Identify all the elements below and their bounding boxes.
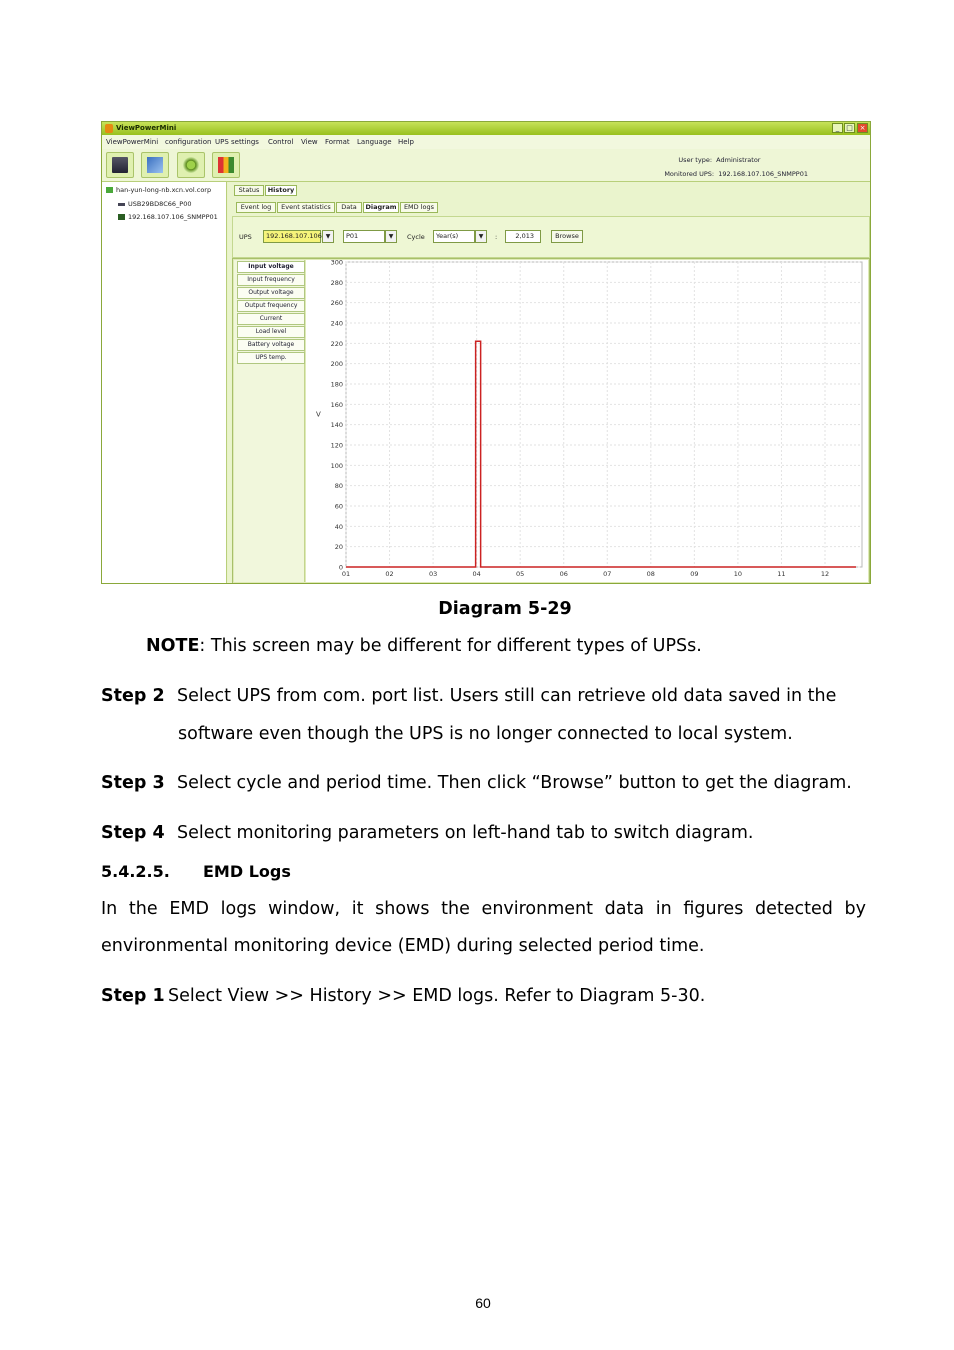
history-button[interactable]: [212, 152, 240, 178]
user-type-label: User type:: [678, 156, 713, 164]
param-tab-output-frequency[interactable]: Output frequency: [237, 300, 305, 312]
paragraph-line2: environmental monitoring device (EMD) during selected period time.: [101, 936, 705, 956]
step2-text-line1: Select UPS from com. port list. Users still can retrieve old data saved in the: [177, 686, 837, 706]
step3-label: Step 3: [101, 773, 165, 793]
param-tab-battery-voltage[interactable]: Battery voltage: [237, 339, 305, 351]
y-tick-label: 0: [338, 563, 343, 572]
monitored-ups-value: 192.168.107.106_SNMPP01: [718, 170, 808, 178]
menu-item-viewpowermini[interactable]: ViewPowerMini: [106, 138, 159, 146]
step2-label: Step 2: [101, 686, 165, 706]
step4-label: Step 4: [101, 823, 165, 843]
y-tick-label: 300: [330, 258, 343, 267]
monitor-button[interactable]: [106, 152, 134, 178]
menu-item-help[interactable]: Help: [398, 138, 414, 146]
user-info: [664, 153, 808, 181]
step3-text: Select cycle and period time. Then click “Browse” button to get the diagram.: [177, 773, 852, 793]
usb-icon: [118, 203, 125, 206]
port-select[interactable]: P01: [343, 230, 385, 243]
x-tick-label: 04: [472, 570, 481, 578]
minimize-button[interactable]: _: [832, 123, 843, 133]
tree-item-snmp-label: 192.168.107.106_SNMPP01: [128, 213, 218, 221]
section-title: EMD Logs: [203, 862, 291, 881]
note-label: NOTE: [146, 636, 200, 656]
x-tick-label: 10: [733, 570, 743, 578]
y-tick-label: 280: [330, 278, 343, 287]
window-title: ViewPowerMini: [116, 124, 177, 132]
x-tick-label: 05: [516, 570, 525, 578]
tab-status[interactable]: Status: [234, 185, 264, 196]
title-bar: [102, 122, 870, 135]
computer-icon: [106, 187, 113, 193]
tab-history[interactable]: History: [265, 185, 297, 196]
cycle-colon: :: [495, 233, 498, 241]
note-paragraph: [146, 636, 702, 656]
cycle-label: Cycle: [407, 233, 425, 241]
x-axis-ticks: [342, 570, 829, 578]
x-tick-label: 09: [690, 570, 699, 578]
voltage-chart: [304, 256, 868, 580]
x-tick-label: 01: [341, 570, 351, 578]
x-tick-label: 11: [777, 570, 786, 578]
menu-item-view[interactable]: View: [301, 138, 318, 146]
browse-button[interactable]: Browse: [551, 230, 583, 243]
plot-frame: [346, 262, 862, 567]
tab-emd-logs[interactable]: EMD logs: [400, 202, 438, 213]
step1-label: Step 1: [101, 986, 165, 1006]
param-tab-input-voltage[interactable]: Input voltage: [237, 261, 305, 273]
device-tree: [102, 182, 227, 584]
configuration-icon: [147, 157, 163, 173]
tree-item-usb[interactable]: [118, 200, 191, 208]
tree-root-label: han-yun-long-nb.xcn.vol.corp: [116, 186, 212, 194]
network-icon: [118, 214, 125, 220]
y-tick-label: 20: [334, 543, 343, 552]
port-dropdown-arrow[interactable]: ▼: [385, 230, 397, 243]
menu-item-configuration[interactable]: configuration: [165, 138, 212, 146]
y-tick-label: 40: [334, 522, 343, 531]
maximize-button[interactable]: □: [844, 123, 855, 133]
user-type-value: Administrator: [716, 156, 761, 164]
y-tick-label: 140: [330, 421, 343, 430]
figure-caption: Diagram 5-29: [438, 599, 572, 619]
filter-bar: [232, 216, 870, 258]
y-tick-label: 220: [330, 339, 343, 348]
x-tick-label: 08: [646, 570, 655, 578]
x-tick-label: 07: [603, 570, 612, 578]
x-tick-label: 12: [820, 570, 830, 578]
y-tick-label: 160: [330, 400, 343, 409]
paragraph-line1: In the EMD logs window, it shows the environment data in figures detected by: [101, 899, 866, 919]
page-number: 60: [475, 1295, 491, 1311]
input-voltage-series: [346, 341, 856, 567]
param-tab-load-level[interactable]: Load level: [237, 326, 305, 338]
toolbar: [102, 149, 870, 182]
cycle-dropdown-arrow[interactable]: ▼: [475, 230, 487, 243]
configuration-button[interactable]: [141, 152, 169, 178]
tab-diagram[interactable]: Diagram: [363, 202, 399, 213]
y-tick-label: 200: [330, 360, 343, 369]
monitored-ups-label: Monitored UPS:: [664, 170, 715, 178]
menu-item-language[interactable]: Language: [357, 138, 392, 146]
menu-item-ups-settings[interactable]: UPS settings: [215, 138, 259, 146]
ups-label: UPS: [239, 233, 252, 241]
year-spinner[interactable]: 2,013: [505, 230, 541, 243]
step2-text-line2: software even though the UPS is no longer connected to local system.: [178, 724, 793, 744]
y-axis-label: V: [316, 410, 321, 419]
tab-event-log[interactable]: Event log: [236, 202, 276, 213]
y-tick-label: 120: [330, 441, 343, 450]
y-tick-label: 260: [330, 299, 343, 308]
param-tab-output-voltage[interactable]: Output voltage: [237, 287, 305, 299]
step4-text: Select monitoring parameters on left-hand tab to switch diagram.: [177, 823, 754, 843]
app-icon: [105, 124, 113, 133]
cycle-select[interactable]: Year(s): [433, 230, 475, 243]
monitor-icon: [112, 157, 128, 173]
y-tick-label: 100: [330, 461, 343, 470]
tab-data[interactable]: Data: [336, 202, 362, 213]
tab-event-statistics[interactable]: Event statistics: [277, 202, 335, 213]
close-button[interactable]: ×: [857, 123, 868, 133]
gear-icon: [183, 157, 199, 173]
menu-item-control[interactable]: Control: [268, 138, 294, 146]
param-tab-current[interactable]: Current: [237, 313, 305, 325]
y-tick-label: 60: [334, 502, 343, 511]
tree-item-snmp[interactable]: [118, 213, 218, 221]
x-tick-label: 03: [428, 570, 438, 578]
menu-bar: [102, 135, 870, 149]
y-tick-label: 240: [330, 319, 343, 328]
y-axis-ticks: [331, 259, 343, 572]
param-tab-ups-temp[interactable]: UPS temp.: [237, 352, 305, 364]
chart-icon: [218, 157, 234, 173]
tree-item-usb-label: USB29BD8C66_P00: [128, 200, 192, 208]
x-tick-label: 06: [559, 570, 568, 578]
step1-text: Select View >> History >> EMD logs. Refer to Diagram 5-30.: [168, 986, 706, 1006]
x-tick-label: 02: [385, 570, 394, 578]
tree-root[interactable]: [106, 186, 211, 194]
y-tick-label: 80: [334, 482, 343, 491]
note-text: : This screen may be different for different types of UPSs.: [199, 636, 702, 656]
section-number: 5.4.2.5.: [101, 862, 170, 881]
menu-item-format[interactable]: Format: [325, 138, 350, 146]
y-tick-label: 180: [330, 380, 343, 389]
ups-dropdown-arrow[interactable]: ▼: [322, 230, 334, 243]
param-tab-input-frequency[interactable]: Input frequency: [237, 274, 305, 286]
control-button[interactable]: [177, 152, 205, 178]
chart-grid: [346, 262, 862, 567]
ups-select[interactable]: 192.168.107.106: [263, 230, 321, 243]
